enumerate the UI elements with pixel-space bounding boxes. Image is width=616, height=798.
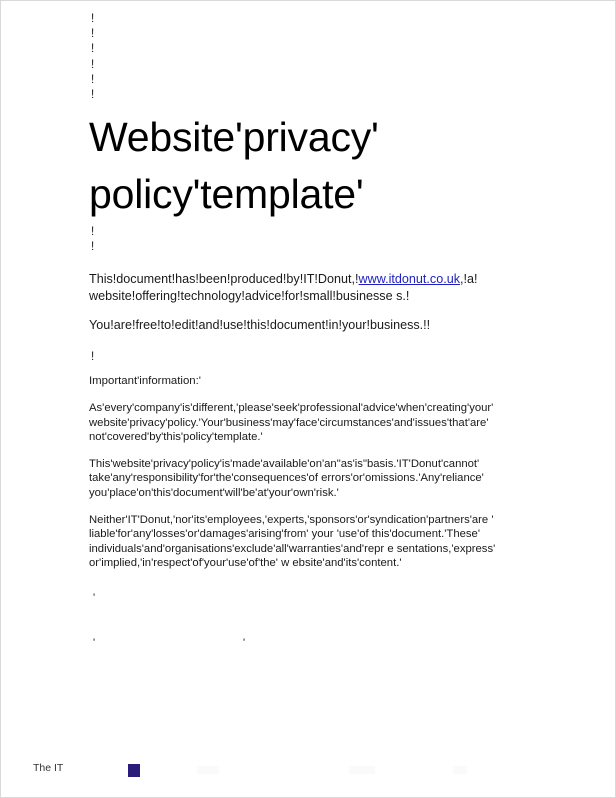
footer-artifact (349, 766, 375, 774)
paragraph-mark: ! (91, 58, 95, 71)
intro-line-2: website!offering!technology!advice!for!small!businesse s.! (89, 288, 410, 303)
itdonut-link[interactable]: www.itdonut.co.uk (358, 272, 461, 286)
footer-artifact (453, 766, 467, 774)
paragraph-mark: ! (91, 73, 95, 86)
footer-artifact (197, 766, 219, 774)
important-information-heading: Important'information:' (89, 375, 201, 387)
paragraph-mark: ' (93, 592, 96, 604)
intro-paragraph-source (89, 271, 529, 304)
paragraph-mark: ! (91, 88, 95, 101)
page-footer (1, 759, 616, 785)
footer-logo-icon (128, 764, 140, 777)
footer-label: The IT (33, 762, 64, 774)
paragraph-mark: ! (91, 351, 95, 363)
title-line-2: policy'template' (89, 171, 364, 217)
disclaimer-paragraph: Neither'IT'Donut,'nor'its'employees,'experts,'sponsors'or'syndication'partners'are ' liable'for'any'losses'or'damages'arising'from' your 'use'of this'document.'These' individuals'and'organisations'exclude'all'warranties'and'repr e sentations,'express' or'implied,'in'respect'of'your'use'of'the' w ebsite'and'its'content.' (89, 513, 496, 570)
paragraph-mark: ! (91, 43, 95, 56)
intro-text-after-link: ,!a! (460, 272, 478, 286)
subtitle-paragraph-marks (91, 225, 131, 254)
paragraph-mark: ! (91, 28, 95, 41)
disclaimer-block (89, 401, 547, 583)
top-paragraph-marks (91, 12, 131, 103)
paragraph-mark: ! (91, 13, 95, 25)
intro-block (89, 271, 529, 344)
disclaimer-paragraph: This'website'privacy'policy'is'made'available'on'an"as'is"basis.'IT'Donut'cannot' take'any'responsibility'for'the'consequences'of errors'or'omissions.'Any'reliance' you'place'on'this'document'will'be'at'your'own'risk.' (89, 457, 484, 499)
page-title (89, 109, 519, 223)
paragraph-mark: ! (91, 240, 95, 253)
paragraph-mark: ' (243, 637, 246, 649)
paragraph-mark: ' (93, 637, 96, 649)
intro-text-before-link: This!document!has!been!produced!by!IT!Donut,! (89, 272, 359, 286)
disclaimer-paragraph: As'every'company'is'different,'please'seek'professional'advice'when'creating'your' website'privacy'policy.'Your'business'may'face'circumstances'and'issues'that'are' not'covered'by'this'policy'template.' (89, 402, 494, 444)
title-line-1: Website'privacy' (89, 114, 379, 160)
intro-paragraph-usage: You!are!free!to!edit!and!use!this!document!in!your!business.!! (89, 318, 431, 332)
paragraph-mark: ! (91, 226, 95, 238)
